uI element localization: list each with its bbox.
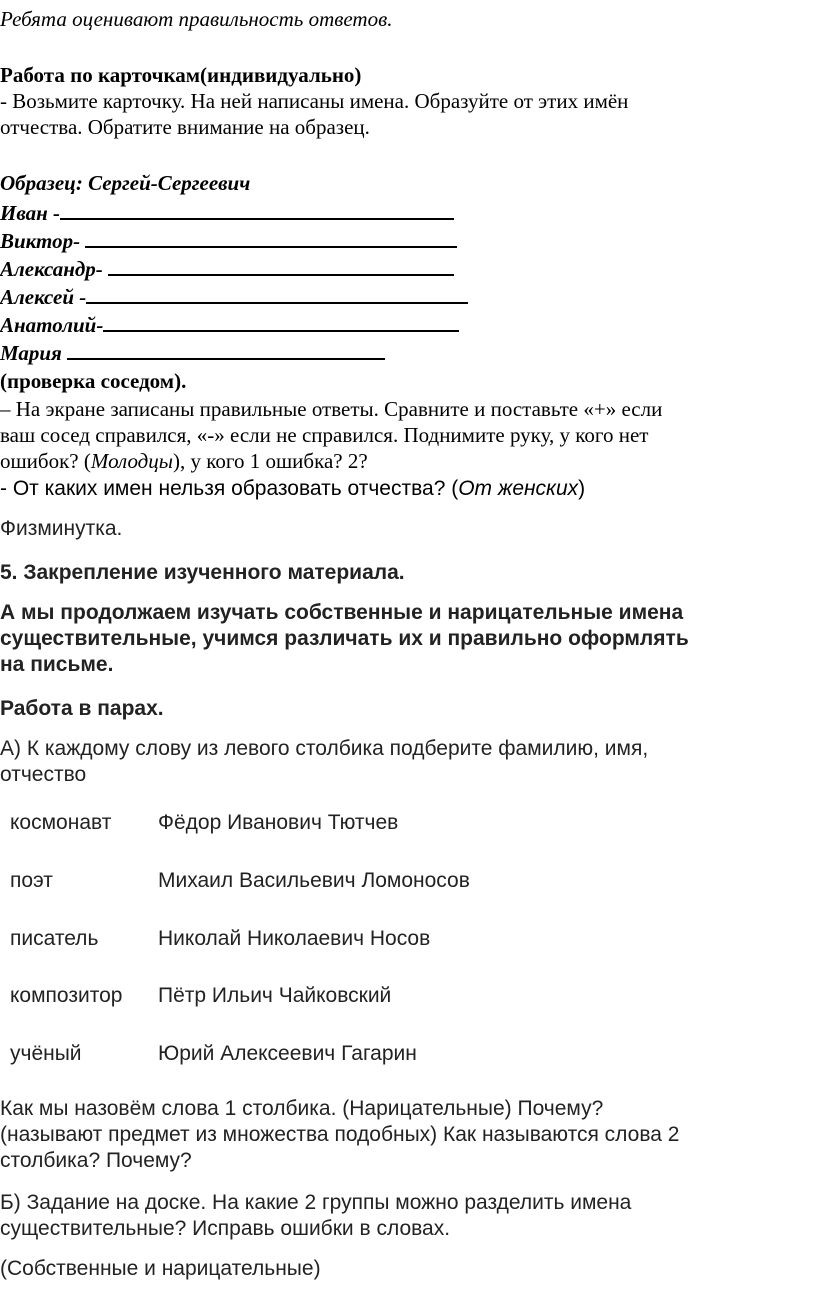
- name-row-anatoliy: [0, 310, 459, 338]
- fullname-cell: Николай Николаевич Носов: [158, 927, 431, 950]
- name-row-ivan: [0, 198, 454, 226]
- question-line-2: (называют предмет из множества подобных) Как называются слова 2: [0, 1123, 680, 1146]
- name-label: Мария: [0, 341, 68, 365]
- name-row-aleksandr: [0, 254, 454, 282]
- text-run-italic: Молодцы: [90, 449, 174, 473]
- name-label: Виктор-: [0, 229, 86, 253]
- profession-cell: поэт: [10, 869, 53, 892]
- name-label: Алексей -: [0, 285, 87, 309]
- name-label: Александр-: [0, 257, 109, 281]
- task-b-line-1: Б) Задание на доске. На какие 2 группы можно разделить имена: [0, 1191, 632, 1214]
- name-label: Иван -: [0, 201, 60, 225]
- profession-cell: учёный: [10, 1042, 82, 1065]
- female-names-question: [0, 476, 585, 502]
- text-run: ), у кого 1 ошибка? 2?: [173, 449, 368, 473]
- task-a-line-1: А) К каждому слову из левого столбика подберите фамилию, имя,: [0, 737, 649, 760]
- cards-instruction-2: отчества. Обратите внимание на образец.: [0, 115, 370, 139]
- name-row-mariya: [0, 338, 385, 366]
- name-label: Анатолий-: [0, 313, 104, 337]
- intro-line: Ребята оценивают правильность ответов.: [0, 7, 393, 31]
- lead-line-1: А мы продолжаем изучать собственные и нарицательные имена: [0, 601, 684, 624]
- question-line-3: столбика? Почему?: [0, 1149, 192, 1172]
- text-run: ошибок? (: [0, 449, 91, 473]
- cards-instruction-1: - Возьмите карточку. На ней написаны имена. Образуйте от этих имён: [0, 89, 629, 113]
- fizminutka-line: Физминутка.: [0, 517, 123, 540]
- fullname-cell: Фёдор Иванович Тютчев: [158, 811, 399, 834]
- pairs-heading: Работа в парах.: [0, 697, 164, 720]
- text-run-italic: От женских: [458, 477, 579, 500]
- answer-blank[interactable]: [85, 226, 457, 248]
- section-5-heading: 5. Закрепление изученного материала.: [0, 561, 405, 584]
- screen-instruction-2: ваш сосед справился, «-» если не справился. Поднимите руку, у кого нет: [0, 423, 649, 447]
- answer-line: (Собственные и нарицательные): [0, 1257, 321, 1280]
- sample-line: Образец: Сергей-Сергеевич: [0, 171, 251, 195]
- fullname-cell: Михаил Васильевич Ломоносов: [158, 869, 470, 892]
- profession-cell: писатель: [10, 927, 99, 950]
- check-heading: (проверка соседом).: [0, 369, 187, 393]
- screen-instruction-3: [0, 448, 368, 474]
- profession-cell: космонавт: [10, 811, 112, 834]
- answer-blank[interactable]: [67, 338, 385, 360]
- name-row-aleksei: [0, 282, 468, 310]
- lead-line-3: на письме.: [0, 653, 114, 676]
- name-row-viktor: [0, 226, 457, 254]
- answer-blank[interactable]: [103, 310, 459, 332]
- profession-cell: композитор: [10, 984, 123, 1007]
- fullname-cell: Пётр Ильич Чайковский: [158, 984, 392, 1007]
- lead-line-2: существительные, учимся различать их и правильно оформлять: [0, 627, 689, 650]
- cards-heading: Работа по карточкам(индивидуально): [0, 63, 362, 87]
- text-run: ): [578, 477, 586, 500]
- answer-blank[interactable]: [86, 282, 468, 304]
- question-line-1: Как мы назовём слова 1 столбика. (Нарицательные) Почему?: [0, 1097, 604, 1120]
- screen-instruction-1: – На экране записаны правильные ответы. Сравните и поставьте «+» если: [0, 397, 663, 421]
- text-run: - От каких имен нельзя образовать отчества? (: [0, 477, 459, 500]
- answer-blank[interactable]: [108, 254, 454, 276]
- fullname-cell: Юрий Алексеевич Гагарин: [158, 1042, 417, 1065]
- task-b-line-2: существительные? Исправь ошибки в словах.: [0, 1217, 451, 1240]
- task-a-line-2: отчество: [0, 763, 87, 786]
- answer-blank[interactable]: [60, 198, 454, 220]
